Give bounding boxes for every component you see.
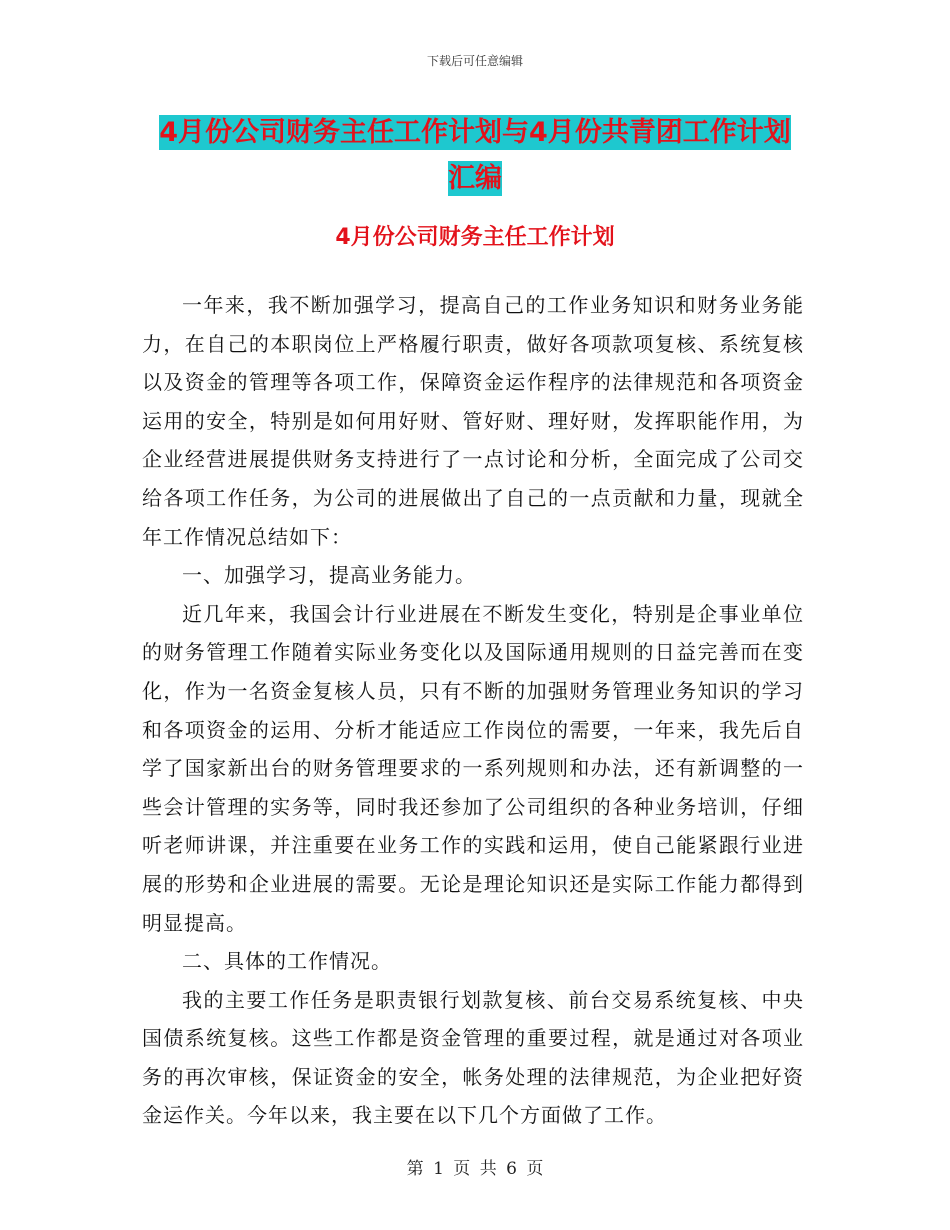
paragraph: 我的主要工作任务是职责银行划款复核、前台交易系统复核、中央国债系统复核。这些工作都是资金管理的重要过程，就是通过对各项业务的再次审核，保证资金的安全，帐务处理的法律规范，为企业把好资金运作关。今年以来，我主要在以下几个方面做了工作。: [142, 987, 804, 1128]
document-title: [130, 110, 820, 202]
paragraph: 近几年来，我国会计行业进展在不断发生变化，特别是企事业单位的财务管理工作随着实际业务变化以及国际通用规则的日益完善而在变化，作为一名资金复核人员，只有不断的加强财务管理业务知识的学习和各项资金的运用、分析才能适应工作岗位的需要，一年来，我先后自学了国家新出台的财务管理要求的一系列规则和办法，还有新调整的一些会计管理的实务等，同时我还参加了公司组织的各种业务培训，仔细听老师讲课，并注重要在业务工作的实践和运用，使自己能紧跟行业进展的形势和企业进展的需要。无论是理论知识还是实际工作能力都得到明显提高。: [142, 601, 804, 935]
paragraph-heading: 二、具体的工作情况。: [182, 949, 392, 974]
section-title: 4月份公司财务主任工作计划: [335, 225, 615, 250]
body-text: [142, 286, 804, 1135]
header-note: 下载后可任意编辑: [426, 54, 523, 68]
paragraph: 一年来，我不断加强学习，提高自己的工作业务知识和财务业务能力，在自己的本职岗位上严格履行职责，做好各项款项复核、系统复核以及资金的管理等各项工作，保障资金运作程序的法律规范和各项资金运用的安全，特别是如何用好财、管好财、理好财，发挥职能作用，为企业经营进展提供财务支持进行了一点讨论和分析，全面完成了公司交给各项工作任务，为公司的进展做出了自己的一点贡献和力量，现就全年工作情况总结如下：: [142, 293, 804, 549]
paragraph-heading: 一、加强学习，提高业务能力。: [182, 563, 476, 588]
document-title-line-1: 4月份公司财务主任工作计划与4月份共青团工作计划: [159, 117, 791, 148]
page-footer: 第 1 页 共 6 页: [406, 1159, 544, 1179]
document-title-line-2: 汇编: [448, 163, 502, 194]
